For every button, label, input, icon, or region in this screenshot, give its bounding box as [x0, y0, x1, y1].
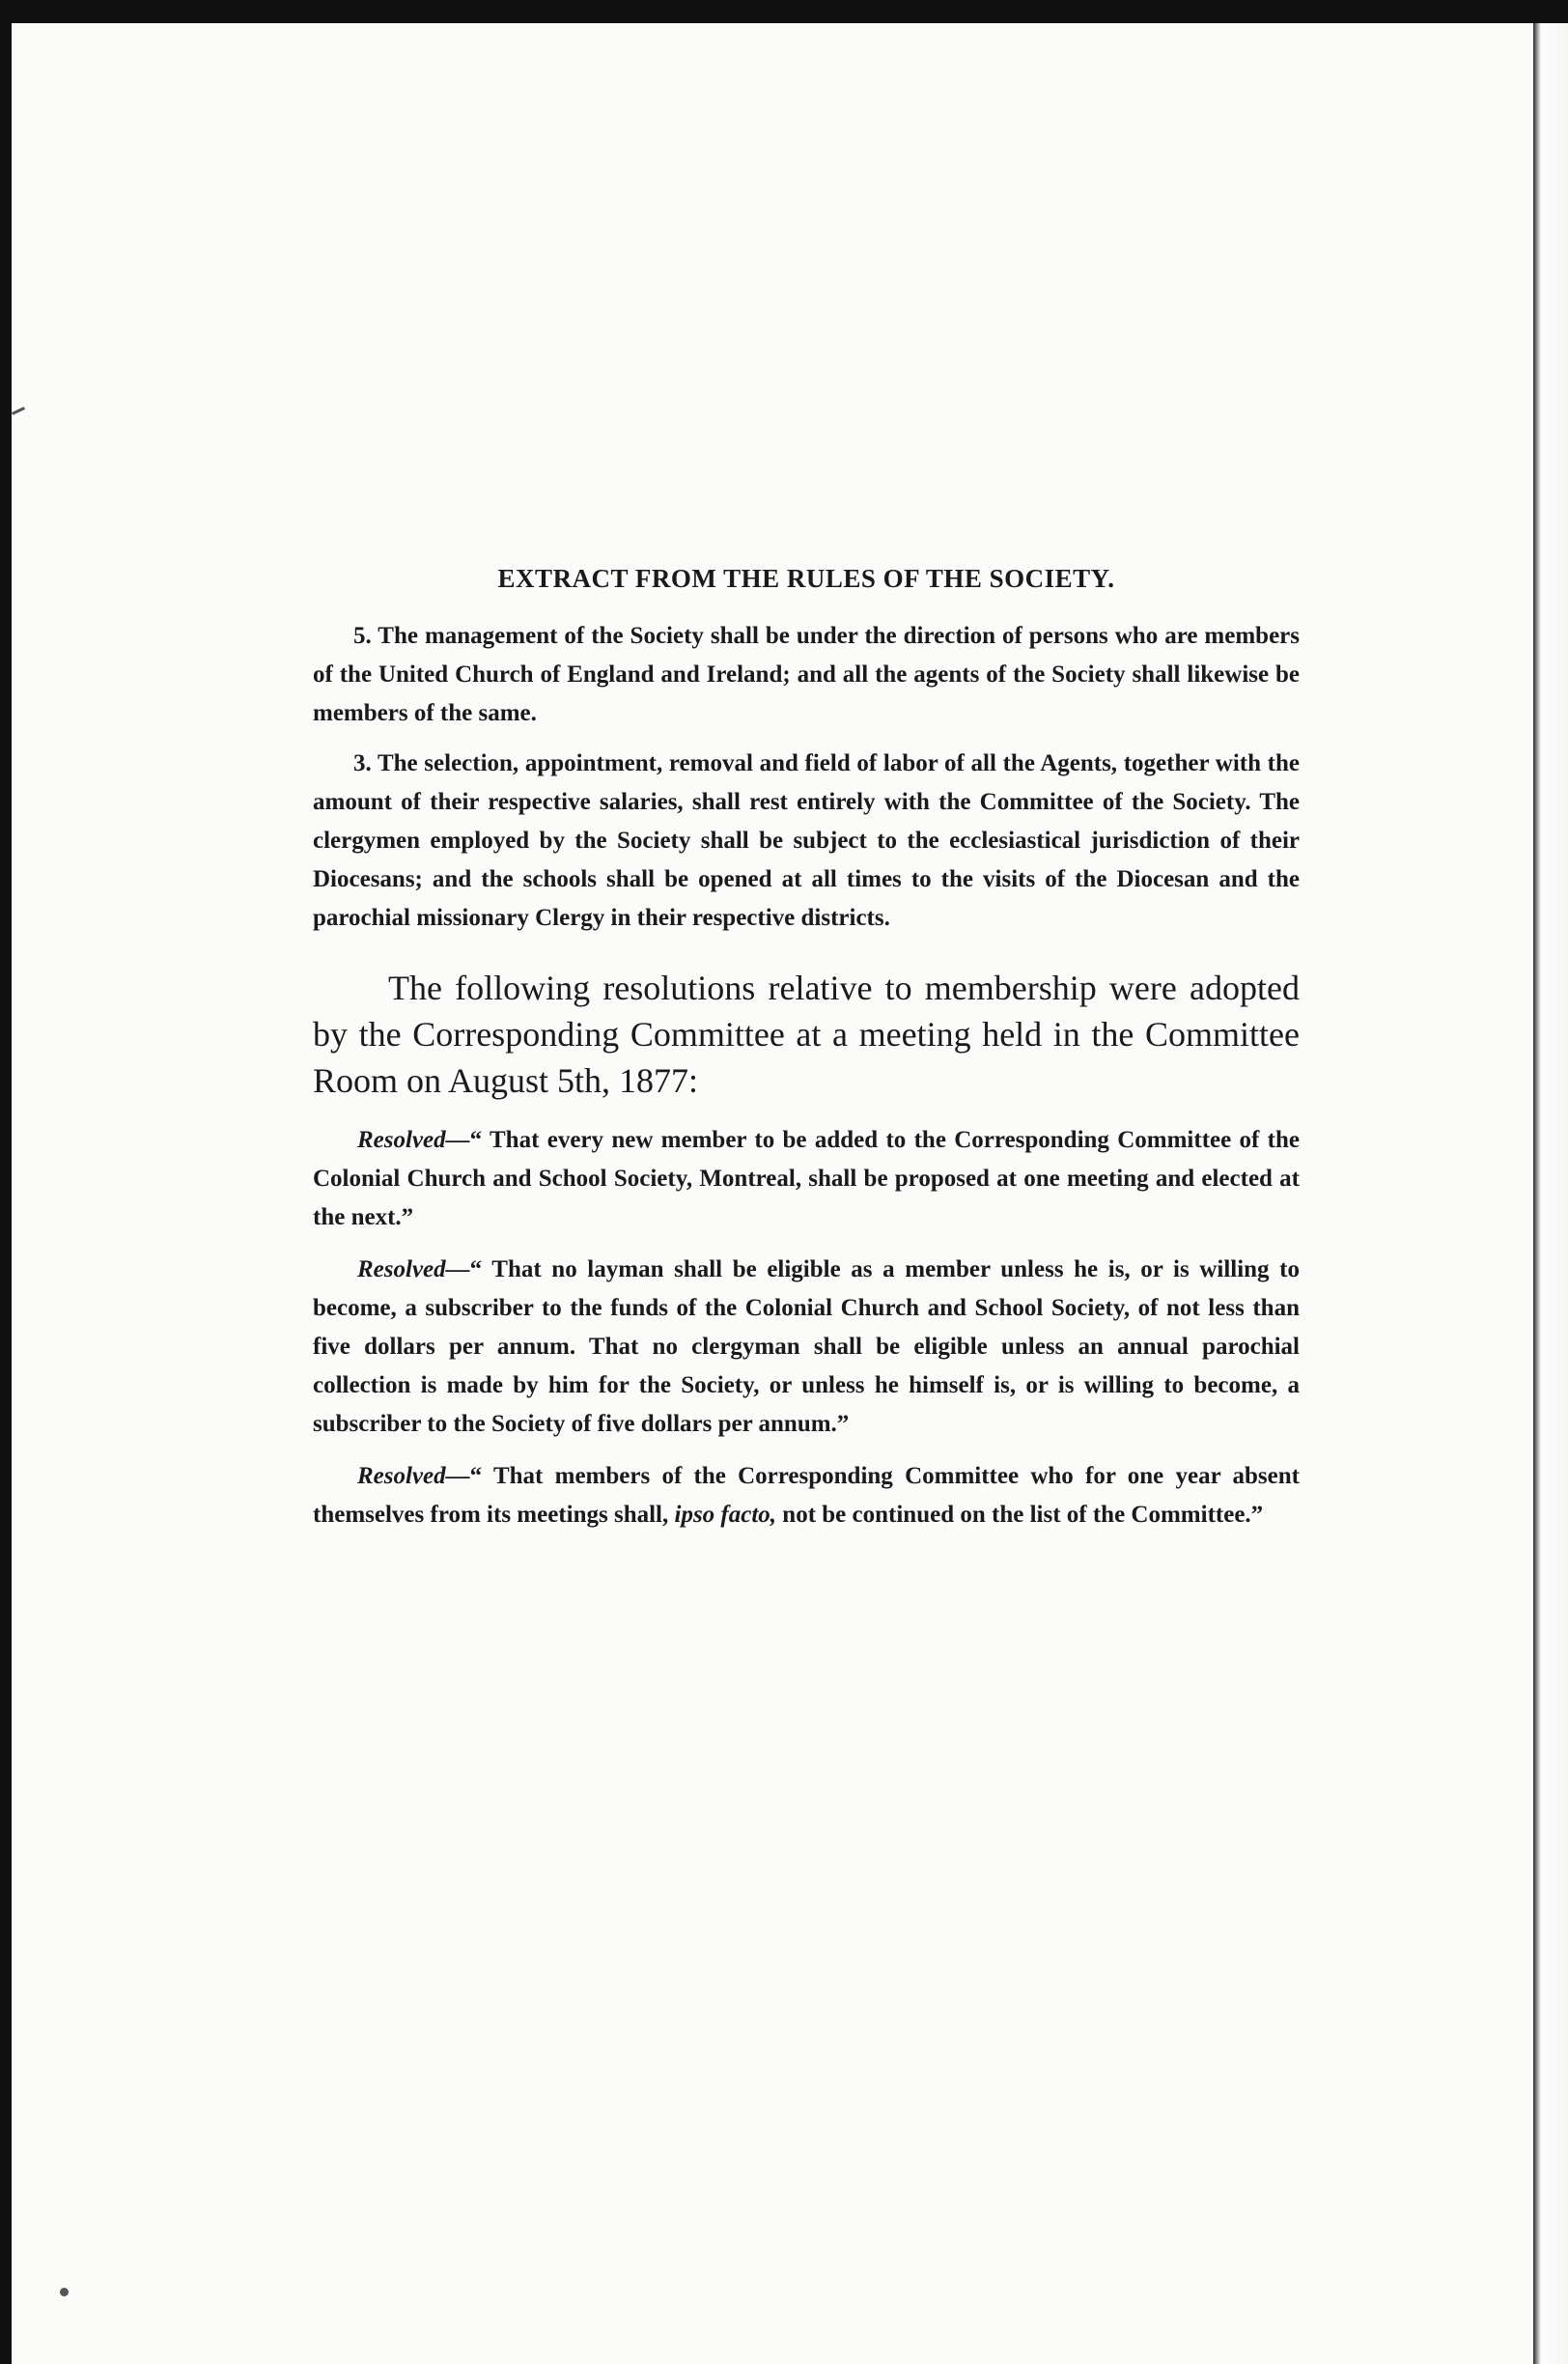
resolutions-intro: The following resolutions relative to membership were adopted by the Corresponding Committee at a meeting held in the Committee Room on August 5th, 1877:	[313, 969, 1300, 1100]
resolution-paragraph	[313, 1121, 1300, 1237]
resolution-text: “ That every new member to be added to the Corresponding Committee of the Colonial Church and School Society, Montreal, shall be proposed at one meeting and elected at the next.”	[313, 1127, 1300, 1230]
resolution-label: Resolved—	[357, 1127, 470, 1153]
rule-paragraph: 3. The selection, appointment, removal and field of labor of all the Agents, together with the amount of their respective salaries, shall rest entirely with the Committee of the Society. The clergymen employed by the Society shall be subject to the ecclesiastical jurisdiction of their Diocesans; and the schools shall be opened at all times to the visits of the Diocesan and the parochial missionary Clergy in their respective districts.	[313, 750, 1300, 931]
rule-paragraph: 5. The management of the Society shall be under the direction of persons who are members of the United Church of England and Ireland; and all the agents of the Society shall likewise be members of the same.	[313, 623, 1300, 726]
document-body	[313, 564, 1300, 1548]
resolution-text: “ That members of the Corresponding Committee who for one year absent themselves from its meetings shall,	[313, 1463, 1300, 1528]
extract-heading: EXTRACT FROM THE RULES OF THE SOCIETY.	[497, 564, 1115, 593]
margin-mark	[60, 2288, 69, 2296]
resolution-latin-phrase: ipso facto,	[674, 1502, 777, 1528]
page-edge	[1533, 23, 1568, 2364]
margin-mark	[12, 407, 25, 415]
resolution-label: Resolved—	[357, 1463, 470, 1489]
resolution-paragraph	[313, 1251, 1300, 1444]
resolution-label: Resolved—	[357, 1256, 470, 1282]
resolution-text: not be continued on the list of the Committee.”	[776, 1502, 1264, 1528]
document-page	[12, 23, 1533, 2364]
resolution-paragraph	[313, 1457, 1300, 1534]
resolution-text: “ That no layman shall be eligible as a member unless he is, or is willing to become, a subscriber to the funds of the Colonial Church and School Society, of not less than five dollars per annum. That no clergyman shall be eligible unless an annual parochial collection is made by him for the Society, or unless he himself is, or is willing to become, a subscriber to the Society of five dollars per annum.”	[313, 1256, 1300, 1437]
